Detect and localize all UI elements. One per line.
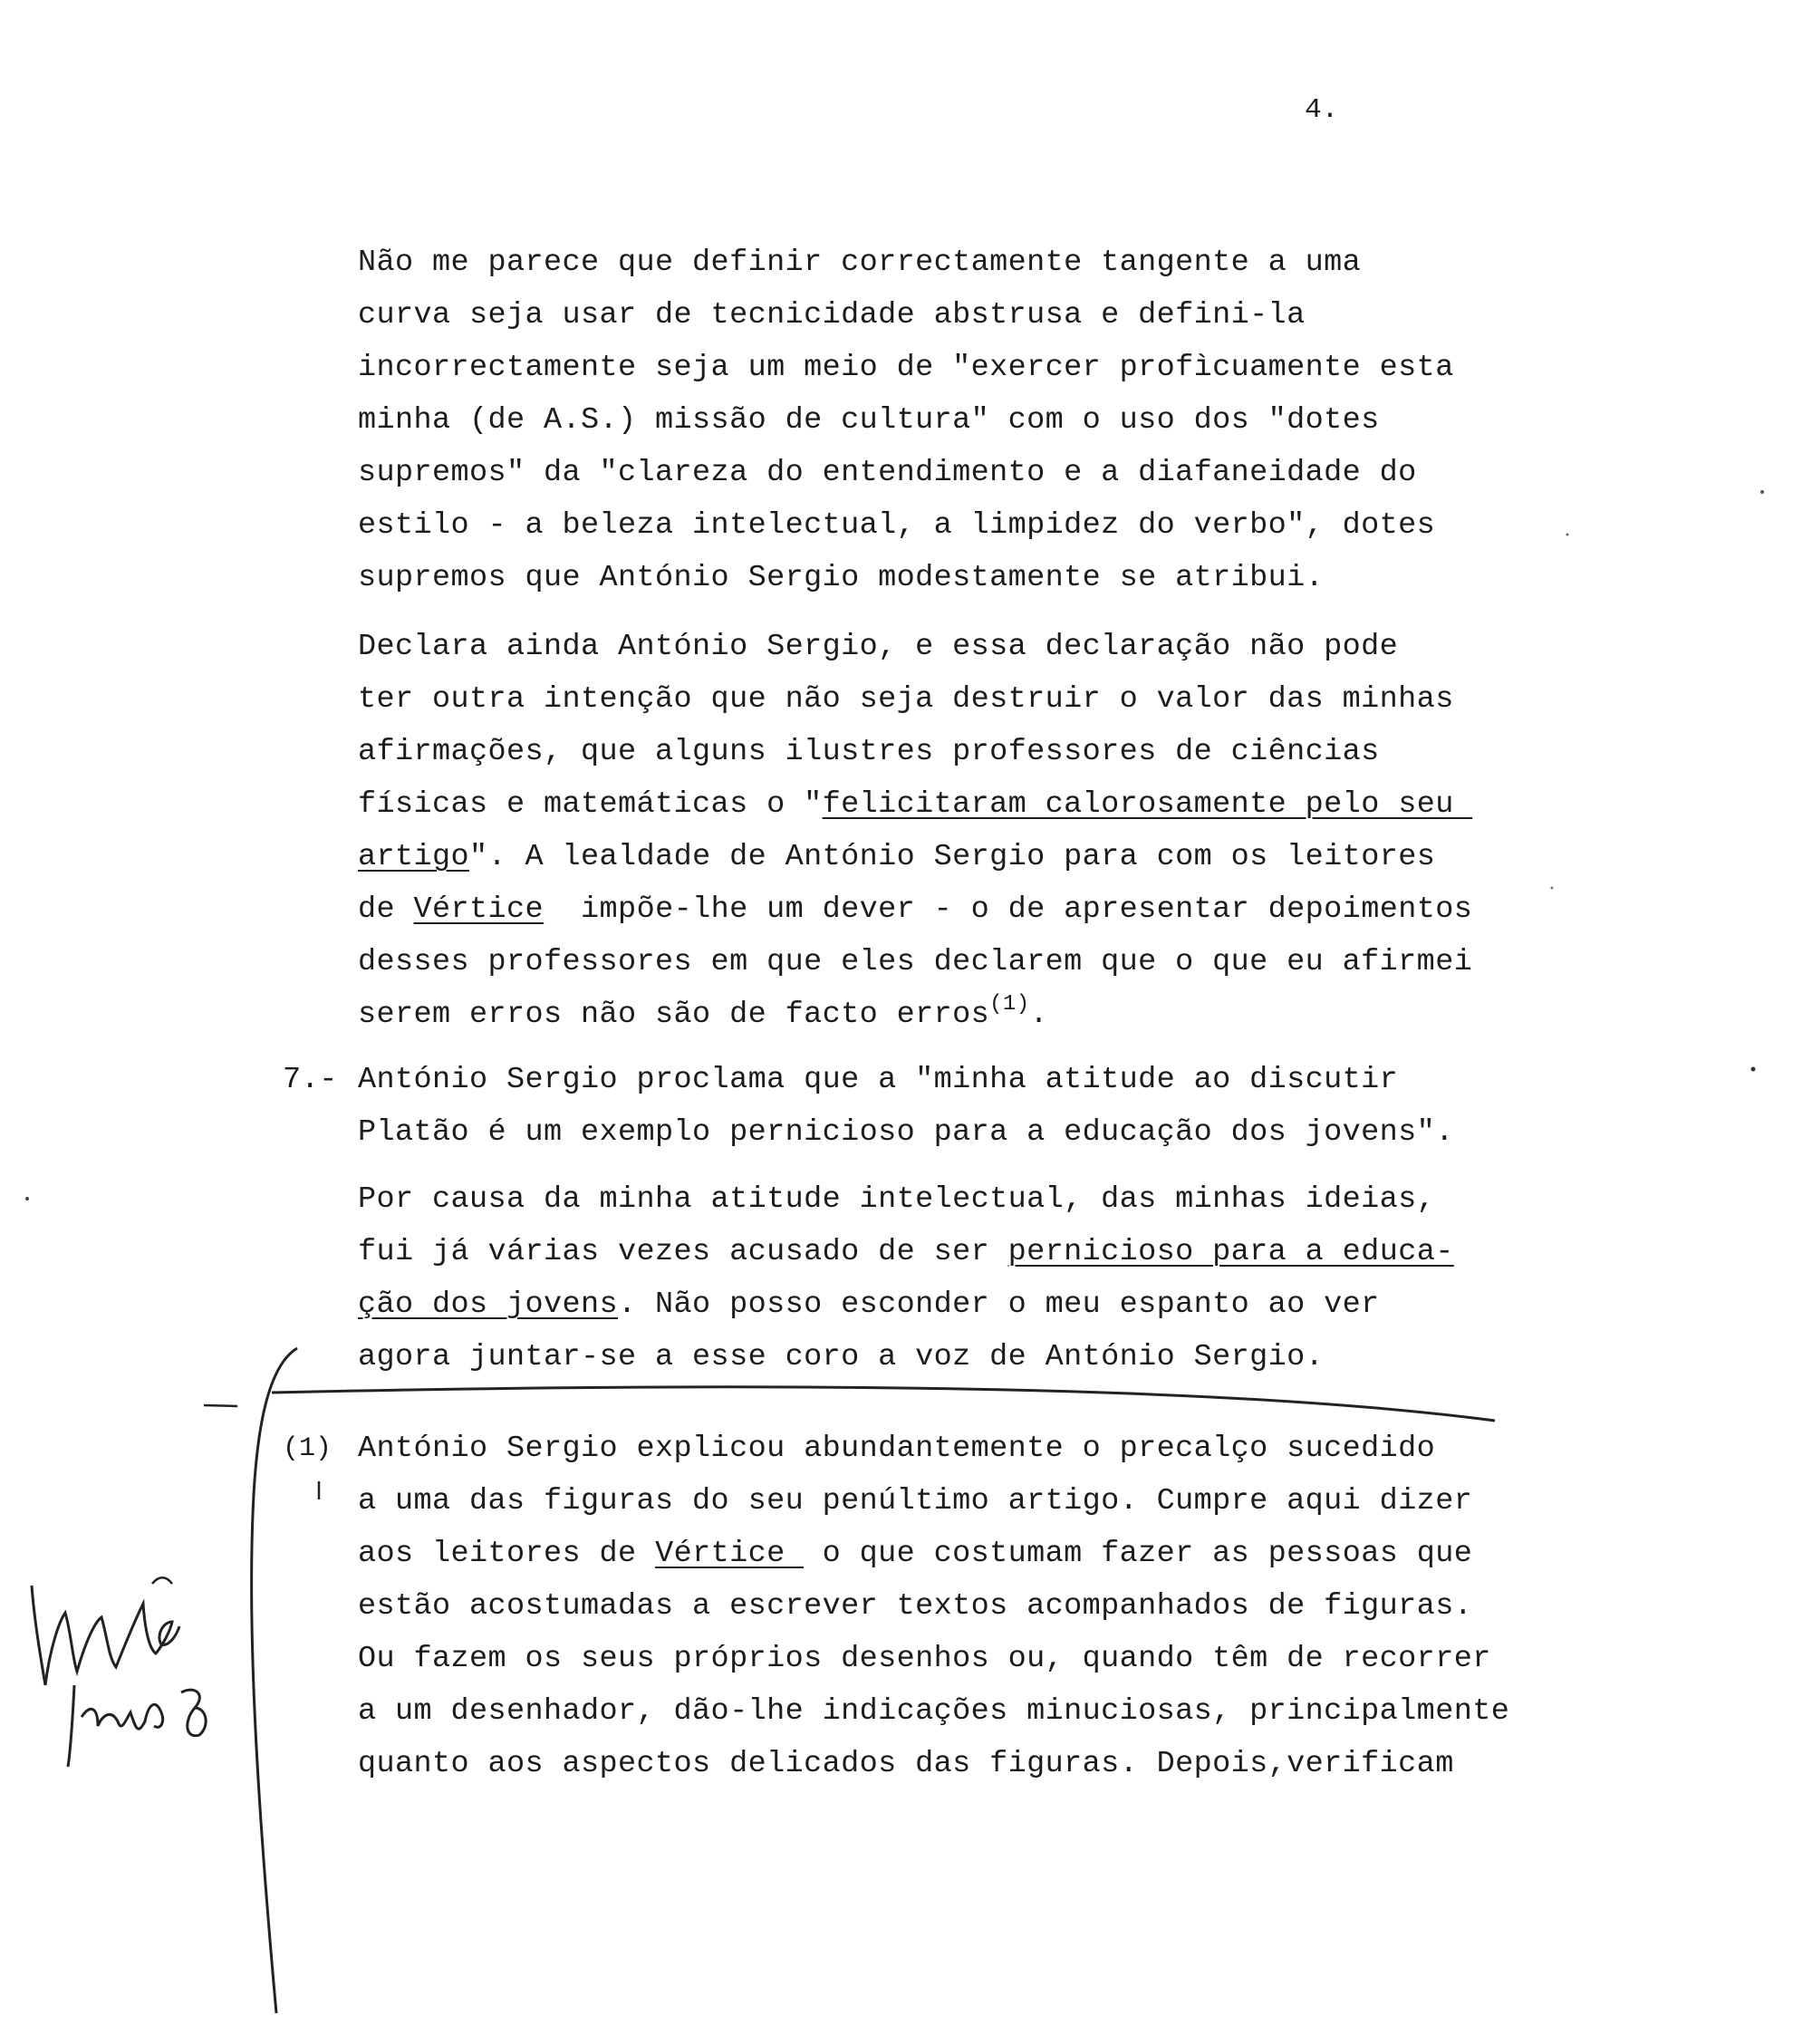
text-line: a um desenhador, dão-lhe indicações minuciosas, principalmente (358, 1694, 1510, 1729)
text-line: desses professores em que eles declarem que o que eu afirmei (358, 945, 1473, 979)
text-line: estão acostumadas a escrever textos acompanhados de figuras. (358, 1589, 1473, 1624)
text-run: aos leitores de (358, 1537, 656, 1571)
text-run: fui já várias vezes acusado de ser (358, 1235, 1008, 1269)
text-run: . (1029, 998, 1049, 1032)
text-run: serem erros não são de facto erros (358, 998, 990, 1032)
text-line (358, 1528, 1481, 1580)
text-line (358, 778, 1481, 831)
text-line: Platão é um exemplo pernicioso para a educação dos jovens". (358, 1115, 1454, 1150)
speck (1760, 490, 1764, 494)
text-line: estilo - a beleza intelectual, a limpidez do verbo", dotes (358, 508, 1436, 543)
speck (25, 1197, 29, 1200)
text-line (358, 1278, 1481, 1331)
text-line: curva seja usar de tecnicidade abstrusa e defini-la (358, 298, 1306, 333)
text-line: Declara ainda António Sergio, e essa declaração não pode (358, 630, 1399, 664)
text-line (358, 831, 1481, 883)
text-line: agora juntar-se a esse coro a voz de António Sergio. (358, 1340, 1325, 1374)
underlined-text: artigo (358, 840, 470, 874)
text-line: António Sergio explicou abundantemente o precalço sucedido (358, 1432, 1436, 1466)
text-run: o que costumam fazer as pessoas que (804, 1537, 1473, 1571)
text-run: . Não posso esconder o meu espanto ao ver (618, 1287, 1380, 1322)
paragraph-1 (358, 236, 1481, 604)
speck (1566, 534, 1569, 536)
underlined-text: ção dos jovens (358, 1287, 619, 1322)
text-run: ". A lealdade de António Sergio para com os leitores (469, 840, 1436, 874)
text-run: de (358, 892, 414, 927)
footnote-reference: (1) (989, 992, 1030, 1017)
handwriting-stroke (152, 1577, 172, 1584)
text-run: impõe-lhe um dever - o de apresentar depoimentos (544, 892, 1473, 927)
separator-stroke (272, 1387, 1495, 1421)
paragraph-2 (358, 621, 1481, 1041)
text-line: supremos" da "clareza do entendimento e a diafaneidade do (358, 456, 1417, 490)
footnote-marker: (1) (283, 1433, 333, 1464)
speck (1751, 1067, 1756, 1072)
text-line (358, 883, 1481, 936)
text-line: Por causa da minha atitude intelectual, das minhas ideias, (358, 1182, 1436, 1217)
underlined-text: felicitaram calorosamente pelo seu (822, 787, 1473, 822)
dash-stroke (204, 1405, 237, 1406)
text-line: supremos que António Sergio modestamente se atribui. (358, 561, 1325, 595)
text-line: António Sergio proclama que a "minha atitude ao discutir (358, 1063, 1399, 1097)
paragraph-4 (358, 1173, 1481, 1384)
text-line: a uma das figuras do seu penúltimo artigo. Cumpre aqui dizer (358, 1484, 1473, 1519)
text-line: Não me parece que definir correctamente tangente a uma (358, 246, 1362, 280)
underlined-text: Vértice (655, 1537, 805, 1571)
text-run: físicas e matemáticas o " (358, 787, 823, 822)
underlined-text: pernicioso para a educa- (1007, 1235, 1454, 1269)
text-line: ter outra intenção que não seja destruir o valor das minhas (358, 682, 1454, 717)
text-line (358, 988, 1481, 1041)
text-line (358, 1226, 1481, 1278)
text-line: quanto aos aspectos delicados das figuras. Depois,verificam (358, 1747, 1454, 1781)
speck (1551, 887, 1554, 890)
underlined-text: Vértice (413, 892, 545, 927)
page-number: 4. (1305, 94, 1339, 126)
text-line: Ou fazem os seus próprios desenhos ou, quando têm de recorrer (358, 1642, 1491, 1676)
text-line: afirmações, que alguns ilustres professores de ciências (358, 735, 1380, 769)
text-line: incorrectamente seja um meio de "exercer profìcuamente esta (358, 351, 1454, 385)
item-number: 7.- (283, 1063, 338, 1097)
paragraph-3 (358, 1054, 1481, 1159)
handwriting-stroke (32, 1586, 179, 1685)
footnote (358, 1422, 1510, 1790)
handwriting-stroke (68, 1685, 206, 1767)
text-line: minha (de A.S.) missão de cultura" com o uso dos "dotes (358, 403, 1380, 438)
